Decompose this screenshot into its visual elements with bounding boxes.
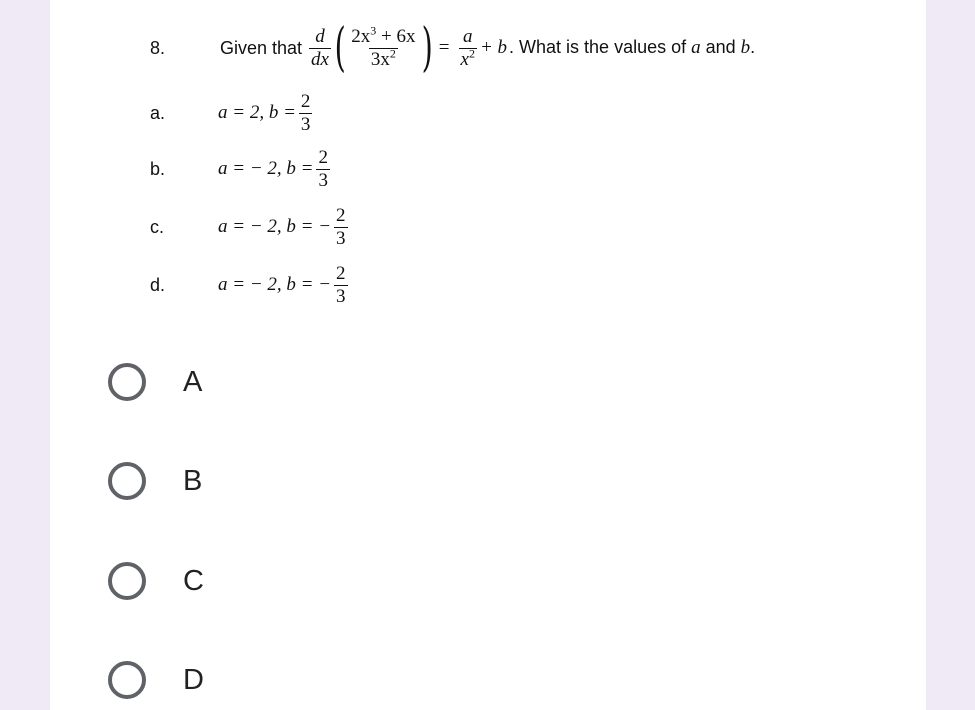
option-c: [150, 200, 351, 254]
question-text: [150, 18, 755, 78]
option-expression: a = − 2, b = − $\frac{2}{3}$: [218, 262, 346, 307]
choice-c[interactable]: [108, 554, 204, 608]
choice-d[interactable]: [108, 653, 204, 707]
equals-sign: =: [438, 37, 450, 58]
choice-label[interactable]: B: [183, 464, 203, 497]
right-paren: ): [421, 18, 433, 78]
option-letter: c.: [150, 216, 165, 237]
plus-b: + b: [479, 37, 508, 58]
radio-button-icon[interactable]: [108, 562, 146, 600]
choice-a[interactable]: [108, 355, 202, 409]
option-letter: b.: [150, 158, 166, 179]
option-expression: a = − 2, b = $\frac{2}{3}$: [218, 146, 328, 191]
rhs-fraction: $\frac{a}{x^2}$: [460, 25, 475, 70]
question-number: 8.: [150, 37, 166, 58]
derivative-operator: $\frac{d}{dx}$: [311, 25, 329, 70]
option-expression: a = − 2, b = − $\frac{2}{3}$: [218, 204, 346, 249]
option-expression: a = 2, b = $\frac{2}{3}$: [218, 90, 311, 135]
choice-label[interactable]: A: [183, 365, 203, 398]
inner-fraction: $\frac{2x^3 + 6x}{3x^2}$: [351, 23, 416, 70]
option-b: [150, 142, 333, 196]
radio-button-icon[interactable]: [108, 661, 146, 699]
question-equation: [306, 18, 508, 78]
option-letter: a.: [150, 102, 166, 123]
left-paren: (: [334, 18, 346, 78]
question-suffix: . What is the values of a and b.: [509, 37, 756, 58]
option-d: [150, 258, 351, 312]
choice-b[interactable]: [108, 454, 202, 508]
question-prefix: Given that: [220, 37, 303, 58]
radio-button-icon[interactable]: [108, 363, 146, 401]
choice-label[interactable]: C: [183, 564, 204, 597]
option-letter: d.: [150, 274, 166, 295]
choice-label[interactable]: D: [183, 663, 204, 696]
radio-button-icon[interactable]: [108, 462, 146, 500]
option-a: [150, 86, 315, 140]
